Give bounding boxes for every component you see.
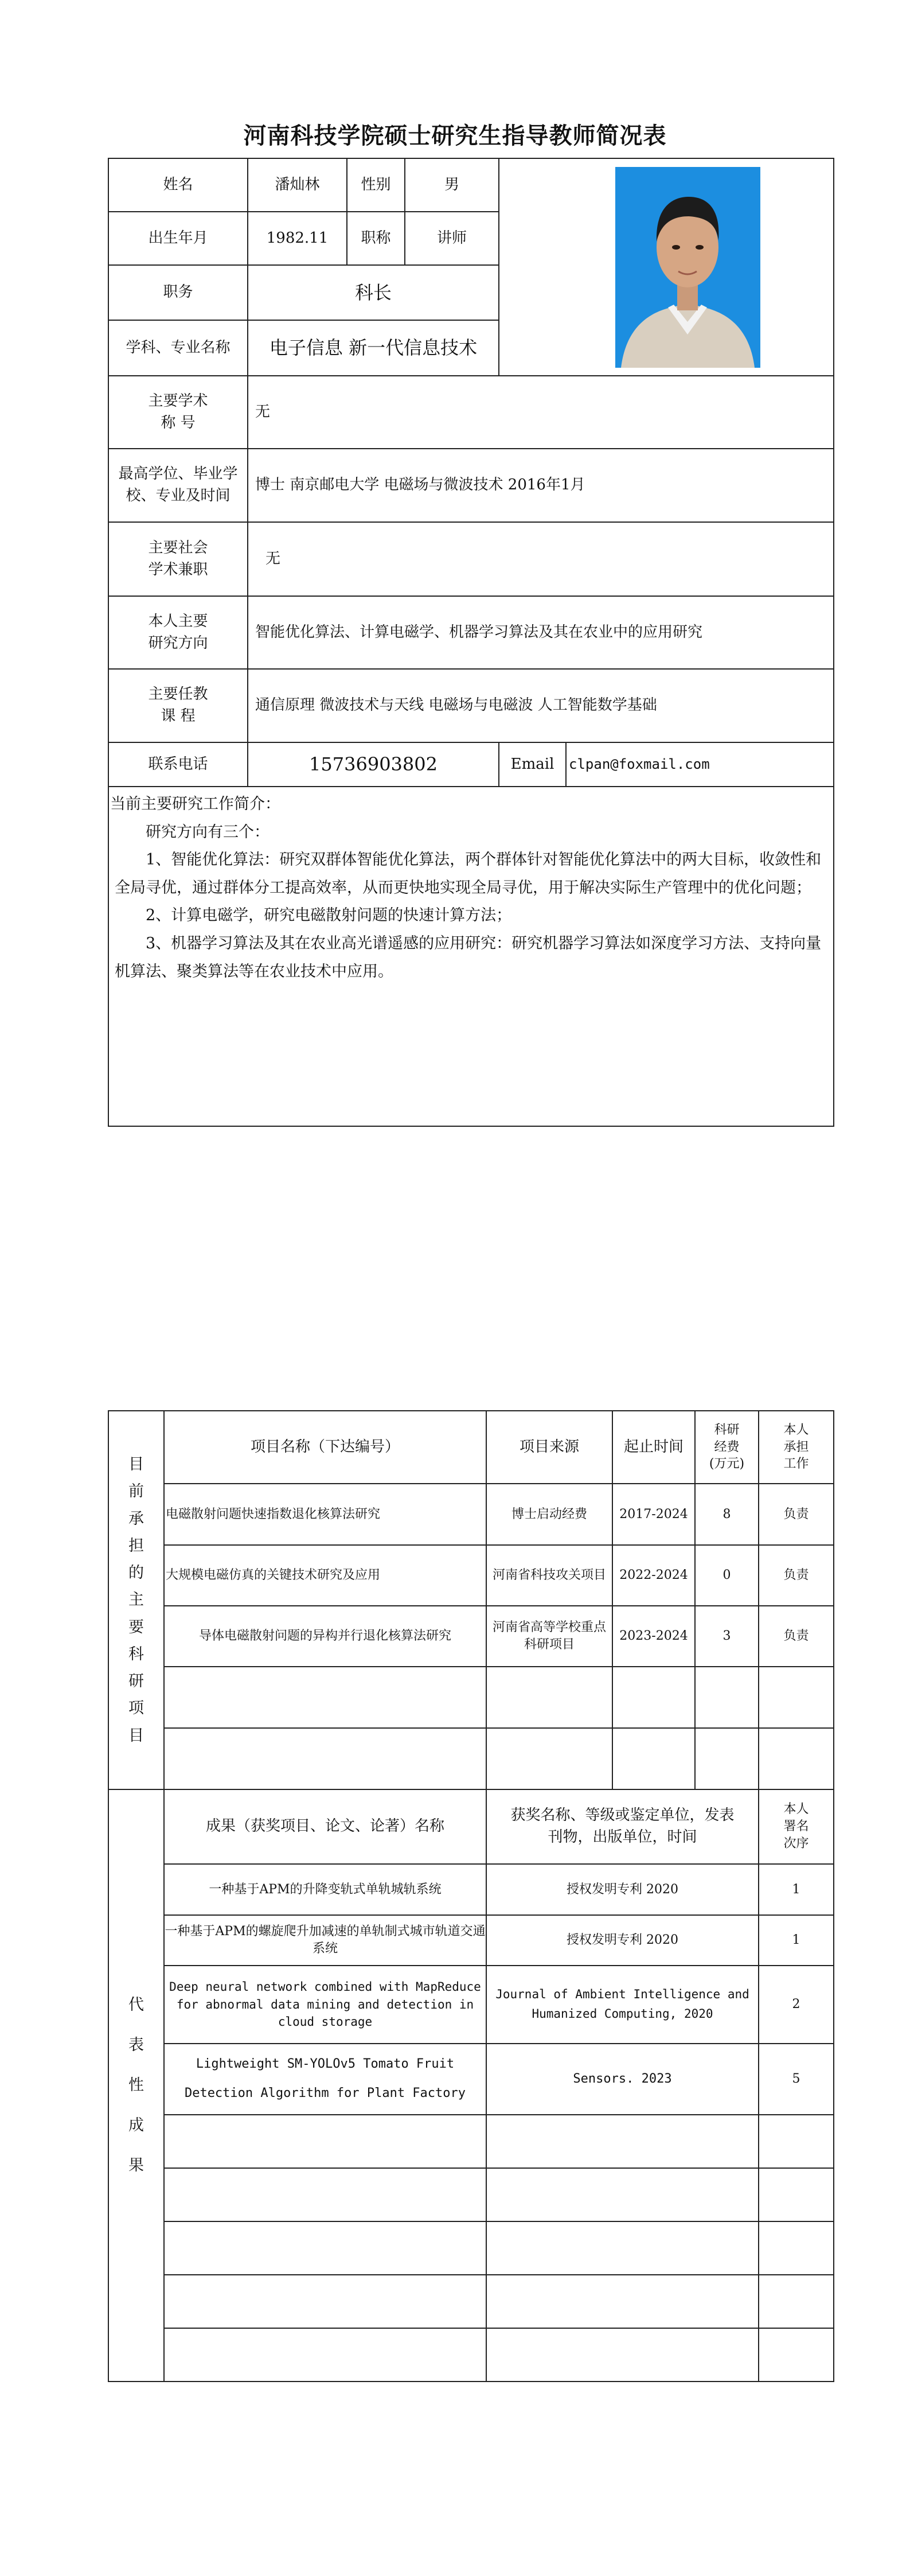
person-portrait-icon bbox=[615, 167, 760, 368]
degree-label-line1: 主要学术 bbox=[148, 392, 208, 410]
courses-label bbox=[108, 669, 248, 742]
achievements-header-award: 获奖名称、等级或鉴定单位，发表刊物，出版单位，时间 bbox=[486, 1789, 759, 1864]
courses-label-line2: 课 程 bbox=[161, 707, 196, 725]
intro-paragraph-0: 研究方向有三个： bbox=[146, 823, 270, 841]
project-funding: 0 bbox=[695, 1545, 759, 1606]
empty-cell bbox=[486, 2275, 759, 2328]
empty-cell bbox=[759, 2115, 834, 2168]
empty-cell bbox=[164, 2168, 486, 2221]
social-value: 无 bbox=[248, 522, 834, 596]
table-row-empty bbox=[108, 2221, 834, 2275]
table-row-empty bbox=[108, 2328, 834, 2382]
title-label: 职称 bbox=[347, 212, 405, 265]
achievements-side-char: 成 bbox=[128, 2116, 144, 2135]
rank-header-line: 署名 bbox=[783, 1819, 809, 1834]
empty-cell bbox=[759, 2328, 834, 2382]
empty-cell bbox=[486, 2328, 759, 2382]
achievements-side-label bbox=[108, 1789, 164, 2382]
table-row-empty bbox=[108, 1728, 834, 1789]
achievement-name: 一种基于APM的升降变轨式单轨城轨系统 bbox=[164, 1864, 486, 1915]
empty-cell bbox=[695, 1728, 759, 1789]
empty-cell bbox=[759, 2221, 834, 2275]
projects-side-char: 目 bbox=[128, 1726, 144, 1745]
birth-label: 出生年月 bbox=[108, 212, 248, 265]
rank-header-line: 次序 bbox=[783, 1836, 809, 1851]
role-header-line: 本人 bbox=[783, 1422, 809, 1437]
achievement-rank: 2 bbox=[759, 1966, 834, 2044]
table-row bbox=[108, 1915, 834, 1966]
projects-side-char: 科 bbox=[128, 1645, 144, 1663]
social-label bbox=[108, 522, 248, 596]
project-funding: 8 bbox=[695, 1484, 759, 1545]
empty-cell bbox=[486, 1667, 612, 1728]
achievements-header-name: 成果（获奖项目、论文、论著）名称 bbox=[164, 1789, 486, 1864]
title-value: 讲师 bbox=[405, 212, 499, 265]
edu-label-line1: 最高学位、毕业学 bbox=[118, 465, 238, 483]
social-label-line2: 学术兼职 bbox=[148, 561, 208, 578]
achievements-side-char: 代 bbox=[128, 1995, 144, 2014]
research-value: 智能优化算法、计算电磁学、机器学习算法及其在农业中的应用研究 bbox=[248, 596, 834, 669]
project-source: 博士启动经费 bbox=[486, 1484, 612, 1545]
page-title: 河南科技学院硕士研究生指导教师简况表 bbox=[243, 123, 667, 149]
achievement-rank: 1 bbox=[759, 1864, 834, 1915]
phone-label: 联系电话 bbox=[108, 742, 248, 787]
projects-side-char: 项 bbox=[128, 1699, 144, 1718]
table-row-empty bbox=[108, 2115, 834, 2168]
email-label: Email bbox=[499, 742, 566, 787]
empty-cell bbox=[164, 2221, 486, 2275]
project-period: 2017-2024 bbox=[612, 1484, 695, 1545]
achievement-name: 一种基于APM的螺旋爬升加减速的单轨制式城市轨道交通系统 bbox=[164, 1915, 486, 1966]
empty-cell bbox=[164, 2115, 486, 2168]
project-source: 河南省高等学校重点科研项目 bbox=[486, 1606, 612, 1667]
project-period: 2023-2024 bbox=[612, 1606, 695, 1667]
empty-cell bbox=[759, 2168, 834, 2221]
empty-cell bbox=[486, 2115, 759, 2168]
funding-header-line: (万元) bbox=[709, 1457, 745, 1472]
empty-cell bbox=[486, 2221, 759, 2275]
table-row-empty bbox=[108, 2275, 834, 2328]
rank-header-line: 本人 bbox=[783, 1802, 809, 1817]
table-row-empty bbox=[108, 2168, 834, 2221]
projects-achievements-table bbox=[108, 1410, 834, 2382]
achievement-award: 授权发明专利 2020 bbox=[486, 1915, 759, 1966]
achievement-name: Deep neural network combined with MapReduce for abnormal data mining and detection in cloud storage bbox=[164, 1966, 486, 2044]
edu-value: 博士 南京邮电大学 电磁场与微波技术 2016年1月 bbox=[248, 449, 834, 522]
achievement-rank: 1 bbox=[759, 1915, 834, 1966]
table-row bbox=[108, 1606, 834, 1667]
projects-header-name: 项目名称（下达编号） bbox=[164, 1411, 486, 1484]
project-source: 河南省科技攻关项目 bbox=[486, 1545, 612, 1606]
projects-side-char: 的 bbox=[128, 1564, 144, 1582]
edu-label bbox=[108, 449, 248, 522]
empty-cell bbox=[164, 1728, 486, 1789]
name-value: 潘灿林 bbox=[248, 158, 347, 212]
courses-label-line1: 主要任教 bbox=[148, 686, 208, 703]
projects-side-char: 研 bbox=[128, 1672, 144, 1691]
major-value: 电子信息 新一代信息技术 bbox=[248, 320, 499, 376]
social-label-line1: 主要社会 bbox=[148, 539, 208, 557]
project-role: 负责 bbox=[759, 1545, 834, 1606]
achievement-award: Journal of Ambient Intelligence and Humanized Computing, 2020 bbox=[486, 1966, 759, 2044]
achievements-side-char: 表 bbox=[128, 2036, 144, 2054]
achievements-side-char: 果 bbox=[128, 2157, 144, 2175]
gender-value: 男 bbox=[405, 158, 499, 212]
projects-side-char: 承 bbox=[128, 1509, 144, 1528]
research-label bbox=[108, 596, 248, 669]
empty-cell bbox=[486, 1728, 612, 1789]
projects-side-char: 目 bbox=[128, 1456, 144, 1474]
birth-value: 1982.11 bbox=[248, 212, 347, 265]
table-row bbox=[108, 1545, 834, 1606]
table-row bbox=[108, 1864, 834, 1915]
research-label-line1: 本人主要 bbox=[148, 612, 208, 630]
empty-cell bbox=[164, 2328, 486, 2382]
projects-side-char: 要 bbox=[128, 1618, 144, 1636]
empty-cell bbox=[164, 1667, 486, 1728]
table-row bbox=[108, 2044, 834, 2115]
empty-cell bbox=[759, 2275, 834, 2328]
achievements-header-rank bbox=[759, 1789, 834, 1864]
degree-label bbox=[108, 376, 248, 449]
table-row-empty bbox=[108, 1667, 834, 1728]
project-role: 负责 bbox=[759, 1606, 834, 1667]
projects-side-char: 前 bbox=[128, 1482, 144, 1501]
intro-paragraph-2: 2、计算电磁学，研究电磁散射问题的快速计算方法； bbox=[146, 906, 512, 925]
projects-side-char: 主 bbox=[128, 1591, 144, 1609]
projects-header-source: 项目来源 bbox=[486, 1411, 612, 1484]
funding-header-line: 经费 bbox=[714, 1439, 740, 1454]
research-intro bbox=[108, 787, 834, 1126]
email-value: clpan@foxmail.com bbox=[566, 742, 834, 787]
table-row bbox=[108, 1966, 834, 2044]
major-label: 学科、专业名称 bbox=[108, 320, 248, 376]
empty-cell bbox=[759, 1728, 834, 1789]
achievement-rank: 5 bbox=[759, 2044, 834, 2115]
project-period: 2022-2024 bbox=[612, 1545, 695, 1606]
research-label-line2: 研究方向 bbox=[148, 634, 208, 652]
position-label: 职务 bbox=[108, 265, 248, 320]
gender-label: 性别 bbox=[347, 158, 405, 212]
achievement-award: 授权发明专利 2020 bbox=[486, 1864, 759, 1915]
edu-label-line2: 校、专业及时间 bbox=[126, 487, 231, 504]
projects-header-funding bbox=[695, 1411, 759, 1484]
intro-heading: 当前主要研究工作简介： bbox=[110, 795, 280, 813]
achievement-name: Lightweight SM-YOLOv5 Tomato Fruit Detection Algorithm for Plant Factory bbox=[164, 2044, 486, 2115]
phone-value: 15736903802 bbox=[248, 742, 499, 787]
funding-header-line: 科研 bbox=[714, 1422, 740, 1437]
degree-value: 无 bbox=[248, 376, 834, 449]
project-role: 负责 bbox=[759, 1484, 834, 1545]
empty-cell bbox=[486, 2168, 759, 2221]
achievements-side-char: 性 bbox=[128, 2076, 144, 2094]
intro-paragraph-3: 3、机器学习算法及其在农业高光谱遥感的应用研究：研究机器学习算法如深度学习方法、支持向量机算法、聚类算法等在农业技术中应用。 bbox=[115, 934, 822, 980]
empty-cell bbox=[164, 2275, 486, 2328]
project-name: 导体电磁散射问题的异构并行退化核算法研究 bbox=[164, 1606, 486, 1667]
empty-cell bbox=[612, 1667, 695, 1728]
projects-side-label bbox=[108, 1411, 164, 1789]
role-header-line: 承担 bbox=[783, 1439, 809, 1454]
name-label: 姓名 bbox=[108, 158, 248, 212]
courses-value: 通信原理 微波技术与天线 电磁场与电磁波 人工智能数学基础 bbox=[248, 669, 834, 742]
achievement-award: Sensors. 2023 bbox=[486, 2044, 759, 2115]
intro-paragraph-1: 1、智能优化算法：研究双群体智能优化算法，两个群体针对智能优化算法中的两大目标，收敛性和全局寻优，通过群体分工提高效率，从而更快地实现全局寻优，用于解决实际生产管理中的优化问题； bbox=[115, 851, 822, 897]
projects-header-role bbox=[759, 1411, 834, 1484]
role-header-line: 工作 bbox=[783, 1457, 809, 1472]
project-name: 大规模电磁仿真的关键技术研究及应用 bbox=[164, 1545, 486, 1606]
projects-side-char: 担 bbox=[128, 1536, 144, 1555]
degree-label-line2: 称 号 bbox=[161, 414, 196, 431]
position-value: 科长 bbox=[248, 265, 499, 320]
project-funding: 3 bbox=[695, 1606, 759, 1667]
table-row bbox=[108, 1484, 834, 1545]
empty-cell bbox=[612, 1728, 695, 1789]
project-name: 电磁散射问题快速指数退化核算法研究 bbox=[164, 1484, 486, 1545]
empty-cell bbox=[695, 1667, 759, 1728]
projects-header-period: 起止时间 bbox=[612, 1411, 695, 1484]
teacher-photo bbox=[615, 167, 760, 368]
empty-cell bbox=[759, 1667, 834, 1728]
